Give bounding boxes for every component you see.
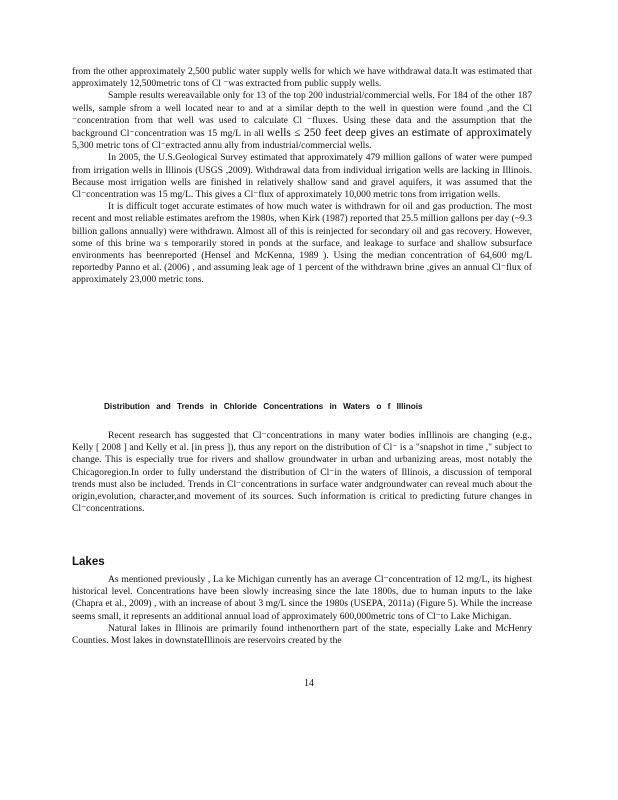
paragraph-public-supply: from the other approximately 2,500 public water supply wells for which we have withdrawal data.It was estimated that approximately 12,500metric tons of Cl ⁻was extracted from public supply wells.	[72, 66, 532, 90]
text-block-withdrawals	[72, 66, 532, 287]
paragraph-distribution: Recent research has suggested that Cl⁻concentrations in many water bodies inIllinois are changing (e.g., Kelly [ 2008 ] and Kelly et al. [in press ]), thus any report on the distribution of Cl⁻ is a "snapshot in time ," subject to change. This is especially true for rivers and shallow groundwater in urban and urbanizing areas, most notably the Chicagoregion.In order to fully understand the distribution of Cl⁻in the waters of Illinois, a discussion of temporal trends must also be included. Trends in Cl⁻concentrations in surface water andgroundwater can reveal much about the origin,evolution, character,and movement of its sources. Such information is critical to predicting future changes in Cl⁻concentrations.	[72, 430, 532, 515]
industrial-text-1: Sample results wereavailable only for 13 of the top 200 industrial/commercial wells. For 184 of the other 187 wells, sample sfrom a well located near to and at a similar depth to the well in question were found ,and the Cl ⁻concentration from that well was used to calculate Cl ⁻fluxes. Using these data and the assumption that the background Cl⁻concentration was 15 mg/L in all	[72, 90, 532, 140]
paragraph-natural-lakes: Natural lakes in Illinois are primarily found inthenorthern part of the state, especially Lake and McHenry Counties. Most lakes in downstateIllinois are reservoirs created by the	[72, 622, 532, 647]
text-block-lakes	[72, 574, 532, 647]
paragraph-irrigation: In 2005, the U.S.Geological Survey estimated that approximately 479 million gallons of water were pumped from irrigation wells in Illinois (USGS ,2009). Withdrawal data from individual irrigation wells are lacking in Illinois. Because most irrigation wells are finished in relatively shallow sand and gravel aquifers, it was assumed that the Cl⁻concentration was 15 mg/L. This gives a Cl⁻flux of approximately 10,000 metric tons from irrigation wells.	[72, 152, 532, 201]
paragraph-industrial	[72, 90, 532, 152]
section-heading: Distribution and Trends in Chloride Concentrations in Waters o f Illinois	[104, 402, 423, 411]
paragraph-lake-michigan: As mentioned previously , La ke Michigan currently has an average Cl⁻concentration of 12 mg/L, its highest historical level. Concentrations have been slowly increasing since the late 1800s, due to human inputs to the lake (Chapra et al., 2009) , with an increase of about 3 mg/L since the 1980s (USEPA, 2011a) (Figure 5). While the increase seems small, it represents an additional annual load of approximately 600,000metric tons of Cl⁻to Lake Michigan.	[72, 574, 532, 622]
subheading-lakes: Lakes	[72, 556, 105, 568]
paragraph-oil-gas: It is difficult toget accurate estimates of how much water is withdrawn for oil and gas production. The most recent and most reliable estimates arefrom the 1980s, when Kirk (1987) reported that 25.5 million gallons per day (~9.3 billion gallons annually) were withdrawn. Almost all of this is reinjected for secondary oil and gas recovery. However, some of this brine wa s temporarily stored in ponds at the surface, and leakage to surface and shallow subsurface environments has beenreported (Hensel and McKenna, 1989 ). Using the median concentration of 64,600 mg/L reportedby Panno et al. (2006) , and assuming leak age of 1 percent of the withdrawn brine ,gives an annual Cl⁻flux of approximately 23,000 metric tons.	[72, 201, 532, 286]
industrial-text-3: 5,300 metric tons of Cl⁻extracted annu ally from industrial/commercial wells.	[72, 140, 372, 152]
page-number: 14	[304, 678, 314, 689]
industrial-text-2: wells ≤ 250 feet deep gives an estimate of approximately	[266, 127, 532, 140]
text-block-distribution	[72, 430, 532, 515]
